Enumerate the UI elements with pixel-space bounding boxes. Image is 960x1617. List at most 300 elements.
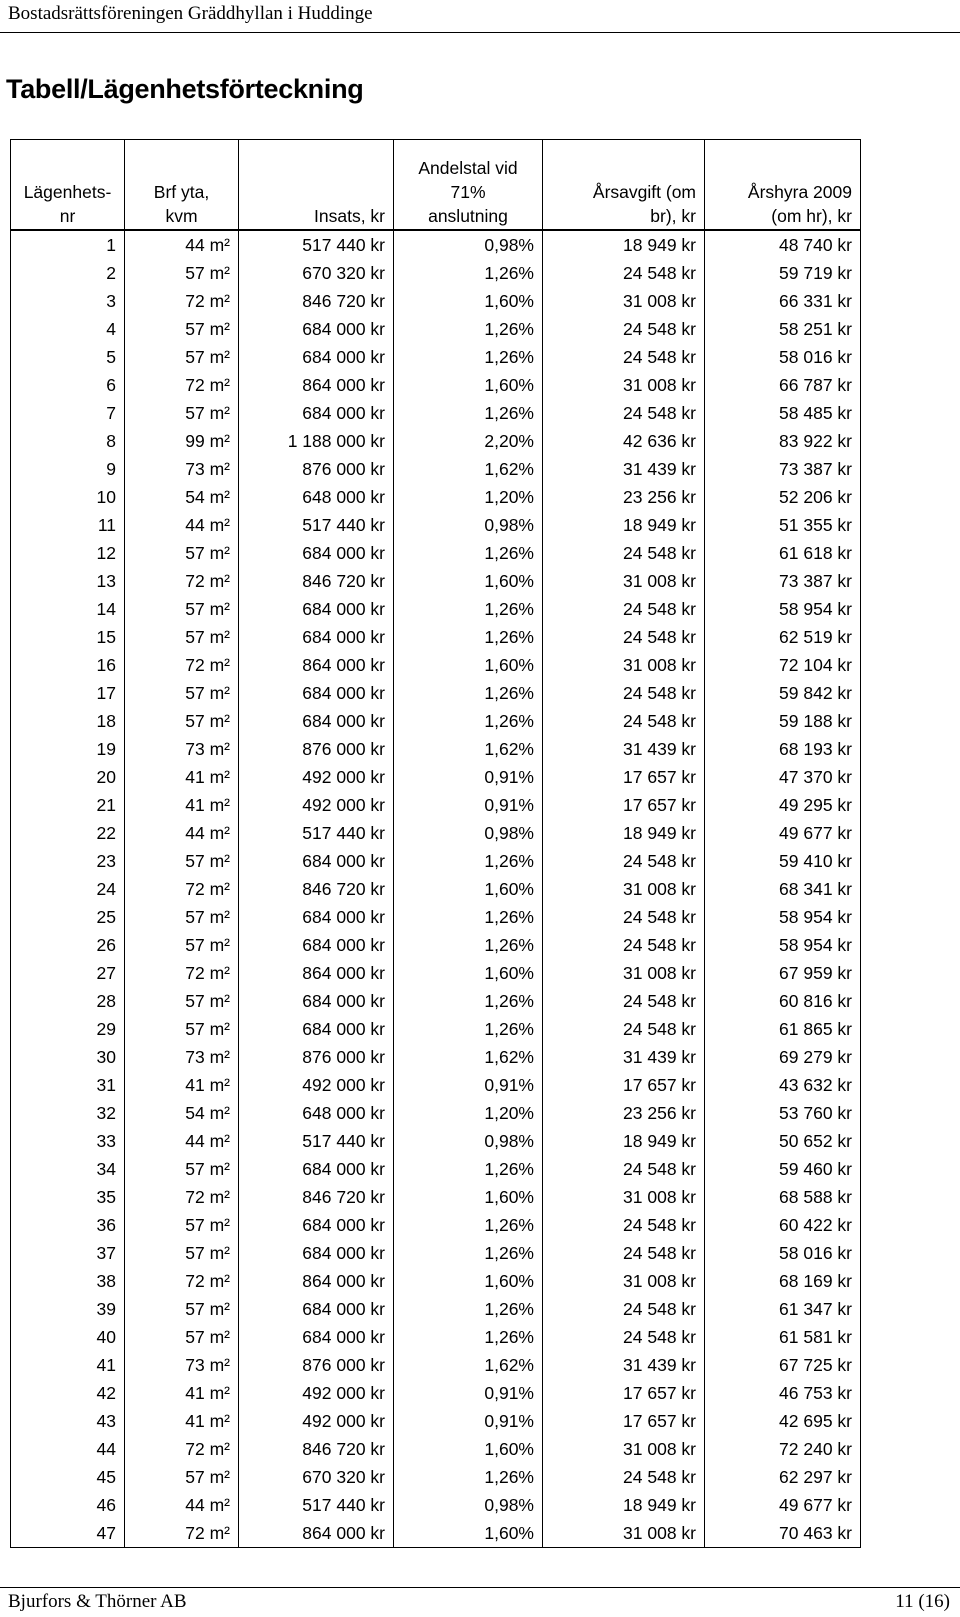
cell-annual-fee: 31 008 kr	[543, 1183, 705, 1211]
cell-apartment-nr: 42	[11, 1379, 125, 1407]
cell-annual-fee: 31 008 kr	[543, 371, 705, 399]
cell-annual-fee: 23 256 kr	[543, 1099, 705, 1127]
table-row	[11, 343, 861, 371]
cell-apartment-nr: 37	[11, 1239, 125, 1267]
cell-apartment-nr: 23	[11, 847, 125, 875]
cell-area: 57 m²	[125, 987, 239, 1015]
cell-annual-fee: 23 256 kr	[543, 483, 705, 511]
cell-share: 0,98%	[394, 511, 543, 539]
cell-deposit: 684 000 kr	[239, 343, 394, 371]
cell-area: 44 m²	[125, 1127, 239, 1155]
table-row	[11, 1127, 861, 1155]
cell-annual-fee: 24 548 kr	[543, 1323, 705, 1351]
cell-area: 72 m²	[125, 1435, 239, 1463]
cell-apartment-nr: 39	[11, 1295, 125, 1323]
cell-apartment-nr: 12	[11, 539, 125, 567]
cell-area: 57 m²	[125, 595, 239, 623]
table-row	[11, 763, 861, 791]
cell-area: 41 m²	[125, 1379, 239, 1407]
table-row	[11, 539, 861, 567]
cell-share: 1,20%	[394, 483, 543, 511]
cell-annual-rent: 72 104 kr	[705, 651, 861, 679]
cell-share: 1,26%	[394, 1295, 543, 1323]
cell-apartment-nr: 3	[11, 287, 125, 315]
cell-area: 44 m²	[125, 819, 239, 847]
cell-share: 0,98%	[394, 1491, 543, 1519]
cell-apartment-nr: 13	[11, 567, 125, 595]
cell-annual-fee: 17 657 kr	[543, 763, 705, 791]
cell-apartment-nr: 6	[11, 371, 125, 399]
cell-deposit: 670 320 kr	[239, 259, 394, 287]
cell-deposit: 684 000 kr	[239, 595, 394, 623]
cell-annual-rent: 69 279 kr	[705, 1043, 861, 1071]
cell-area: 73 m²	[125, 455, 239, 483]
cell-annual-fee: 24 548 kr	[543, 707, 705, 735]
cell-area: 72 m²	[125, 959, 239, 987]
cell-annual-rent: 67 725 kr	[705, 1351, 861, 1379]
cell-area: 54 m²	[125, 483, 239, 511]
cell-share: 0,91%	[394, 1071, 543, 1099]
cell-deposit: 684 000 kr	[239, 539, 394, 567]
cell-share: 0,91%	[394, 1379, 543, 1407]
cell-annual-rent: 53 760 kr	[705, 1099, 861, 1127]
cell-deposit: 684 000 kr	[239, 399, 394, 427]
col-header-share: Andelstal vid 71% anslutning	[394, 140, 543, 231]
cell-annual-rent: 58 485 kr	[705, 399, 861, 427]
table-row	[11, 1463, 861, 1491]
cell-annual-rent: 66 331 kr	[705, 287, 861, 315]
cell-annual-rent: 49 677 kr	[705, 1491, 861, 1519]
cell-annual-fee: 31 439 kr	[543, 1043, 705, 1071]
cell-apartment-nr: 17	[11, 679, 125, 707]
cell-deposit: 846 720 kr	[239, 1435, 394, 1463]
cell-deposit: 684 000 kr	[239, 1295, 394, 1323]
cell-annual-fee: 31 008 kr	[543, 1519, 705, 1548]
cell-annual-fee: 31 008 kr	[543, 1435, 705, 1463]
cell-share: 0,91%	[394, 1407, 543, 1435]
cell-deposit: 517 440 kr	[239, 1127, 394, 1155]
cell-deposit: 517 440 kr	[239, 1491, 394, 1519]
cell-deposit: 684 000 kr	[239, 623, 394, 651]
cell-area: 57 m²	[125, 1323, 239, 1351]
cell-area: 72 m²	[125, 1183, 239, 1211]
cell-apartment-nr: 38	[11, 1267, 125, 1295]
cell-annual-fee: 24 548 kr	[543, 315, 705, 343]
cell-annual-fee: 24 548 kr	[543, 903, 705, 931]
cell-deposit: 492 000 kr	[239, 1379, 394, 1407]
cell-annual-fee: 42 636 kr	[543, 427, 705, 455]
cell-deposit: 684 000 kr	[239, 1323, 394, 1351]
table-row	[11, 1435, 861, 1463]
table-row	[11, 959, 861, 987]
cell-apartment-nr: 14	[11, 595, 125, 623]
table-row	[11, 987, 861, 1015]
cell-deposit: 846 720 kr	[239, 287, 394, 315]
cell-apartment-nr: 18	[11, 707, 125, 735]
cell-area: 54 m²	[125, 1099, 239, 1127]
cell-annual-fee: 31 008 kr	[543, 567, 705, 595]
cell-annual-rent: 73 387 kr	[705, 455, 861, 483]
cell-annual-rent: 52 206 kr	[705, 483, 861, 511]
cell-share: 1,20%	[394, 1099, 543, 1127]
cell-area: 73 m²	[125, 1351, 239, 1379]
table-row	[11, 1519, 861, 1548]
cell-apartment-nr: 29	[11, 1015, 125, 1043]
cell-share: 1,26%	[394, 1211, 543, 1239]
table-row	[11, 1239, 861, 1267]
cell-share: 1,26%	[394, 595, 543, 623]
cell-annual-rent: 59 188 kr	[705, 707, 861, 735]
cell-apartment-nr: 21	[11, 791, 125, 819]
table-row	[11, 483, 861, 511]
cell-annual-fee: 18 949 kr	[543, 819, 705, 847]
cell-area: 41 m²	[125, 1071, 239, 1099]
page-title: Tabell/Lägenhetsförteckning	[6, 74, 364, 104]
cell-annual-rent: 48 740 kr	[705, 230, 861, 259]
cell-annual-fee: 24 548 kr	[543, 1239, 705, 1267]
cell-share: 2,20%	[394, 427, 543, 455]
cell-annual-fee: 18 949 kr	[543, 1127, 705, 1155]
cell-share: 0,91%	[394, 763, 543, 791]
table-row	[11, 315, 861, 343]
footer-divider	[0, 1587, 960, 1588]
cell-area: 44 m²	[125, 230, 239, 259]
cell-annual-rent: 47 370 kr	[705, 763, 861, 791]
cell-deposit: 846 720 kr	[239, 1183, 394, 1211]
cell-annual-rent: 68 588 kr	[705, 1183, 861, 1211]
cell-share: 1,26%	[394, 1323, 543, 1351]
table-row	[11, 875, 861, 903]
cell-annual-fee: 24 548 kr	[543, 1463, 705, 1491]
table-row	[11, 1099, 861, 1127]
page-number: 11 (16)	[895, 1591, 950, 1612]
cell-apartment-nr: 19	[11, 735, 125, 763]
cell-annual-rent: 61 618 kr	[705, 539, 861, 567]
cell-apartment-nr: 7	[11, 399, 125, 427]
cell-annual-rent: 59 842 kr	[705, 679, 861, 707]
cell-apartment-nr: 16	[11, 651, 125, 679]
cell-area: 57 m²	[125, 623, 239, 651]
cell-share: 1,26%	[394, 679, 543, 707]
document-header: Bostadsrättsföreningen Gräddhyllan i Huddinge	[8, 3, 373, 24]
table-row	[11, 623, 861, 651]
cell-annual-fee: 24 548 kr	[543, 259, 705, 287]
table-row	[11, 259, 861, 287]
cell-annual-fee: 24 548 kr	[543, 1295, 705, 1323]
col-header-annual-rent: Årshyra 2009 (om hr), kr	[705, 140, 861, 231]
cell-deposit: 1 188 000 kr	[239, 427, 394, 455]
cell-deposit: 876 000 kr	[239, 455, 394, 483]
cell-share: 1,60%	[394, 651, 543, 679]
cell-deposit: 684 000 kr	[239, 707, 394, 735]
cell-annual-rent: 58 251 kr	[705, 315, 861, 343]
cell-deposit: 864 000 kr	[239, 651, 394, 679]
cell-deposit: 876 000 kr	[239, 735, 394, 763]
table-row	[11, 679, 861, 707]
cell-area: 72 m²	[125, 567, 239, 595]
cell-share: 1,26%	[394, 931, 543, 959]
cell-annual-fee: 18 949 kr	[543, 230, 705, 259]
footer-company: Bjurfors & Thörner AB	[8, 1591, 187, 1612]
cell-annual-fee: 17 657 kr	[543, 791, 705, 819]
table-row	[11, 791, 861, 819]
cell-deposit: 492 000 kr	[239, 1071, 394, 1099]
cell-area: 57 m²	[125, 343, 239, 371]
cell-annual-fee: 31 008 kr	[543, 1267, 705, 1295]
cell-area: 72 m²	[125, 651, 239, 679]
table-row	[11, 371, 861, 399]
cell-share: 1,60%	[394, 1267, 543, 1295]
cell-share: 1,62%	[394, 1043, 543, 1071]
cell-deposit: 492 000 kr	[239, 1407, 394, 1435]
cell-deposit: 846 720 kr	[239, 875, 394, 903]
cell-annual-fee: 17 657 kr	[543, 1071, 705, 1099]
cell-deposit: 876 000 kr	[239, 1351, 394, 1379]
cell-annual-rent: 61 865 kr	[705, 1015, 861, 1043]
cell-annual-fee: 24 548 kr	[543, 1015, 705, 1043]
cell-area: 41 m²	[125, 763, 239, 791]
cell-share: 0,98%	[394, 1127, 543, 1155]
cell-apartment-nr: 1	[11, 230, 125, 259]
cell-annual-rent: 50 652 kr	[705, 1127, 861, 1155]
cell-annual-rent: 72 240 kr	[705, 1435, 861, 1463]
cell-area: 57 m²	[125, 903, 239, 931]
cell-apartment-nr: 36	[11, 1211, 125, 1239]
cell-annual-rent: 62 297 kr	[705, 1463, 861, 1491]
table-row	[11, 1295, 861, 1323]
cell-annual-rent: 60 422 kr	[705, 1211, 861, 1239]
cell-share: 1,60%	[394, 287, 543, 315]
cell-apartment-nr: 24	[11, 875, 125, 903]
cell-share: 1,62%	[394, 455, 543, 483]
cell-annual-fee: 31 439 kr	[543, 1351, 705, 1379]
cell-annual-rent: 61 347 kr	[705, 1295, 861, 1323]
cell-deposit: 684 000 kr	[239, 987, 394, 1015]
cell-annual-fee: 17 657 kr	[543, 1407, 705, 1435]
cell-deposit: 684 000 kr	[239, 847, 394, 875]
cell-area: 72 m²	[125, 371, 239, 399]
cell-annual-fee: 24 548 kr	[543, 1211, 705, 1239]
cell-share: 1,60%	[394, 1519, 543, 1548]
table-row	[11, 1015, 861, 1043]
cell-area: 73 m²	[125, 735, 239, 763]
table-row	[11, 287, 861, 315]
table-row	[11, 707, 861, 735]
cell-annual-rent: 49 295 kr	[705, 791, 861, 819]
cell-annual-rent: 58 954 kr	[705, 931, 861, 959]
cell-share: 1,26%	[394, 539, 543, 567]
cell-annual-fee: 31 439 kr	[543, 455, 705, 483]
cell-area: 41 m²	[125, 1407, 239, 1435]
cell-apartment-nr: 2	[11, 259, 125, 287]
table-row	[11, 595, 861, 623]
cell-area: 57 m²	[125, 707, 239, 735]
cell-share: 1,26%	[394, 1463, 543, 1491]
cell-annual-fee: 17 657 kr	[543, 1379, 705, 1407]
table-row	[11, 511, 861, 539]
cell-annual-rent: 58 016 kr	[705, 343, 861, 371]
cell-apartment-nr: 5	[11, 343, 125, 371]
cell-apartment-nr: 30	[11, 1043, 125, 1071]
cell-annual-fee: 24 548 kr	[543, 539, 705, 567]
cell-share: 1,26%	[394, 343, 543, 371]
cell-share: 0,98%	[394, 819, 543, 847]
cell-apartment-nr: 8	[11, 427, 125, 455]
cell-deposit: 670 320 kr	[239, 1463, 394, 1491]
cell-area: 72 m²	[125, 1519, 239, 1548]
table-row	[11, 567, 861, 595]
cell-deposit: 864 000 kr	[239, 371, 394, 399]
cell-area: 57 m²	[125, 315, 239, 343]
table-row	[11, 1267, 861, 1295]
cell-annual-rent: 70 463 kr	[705, 1519, 861, 1548]
cell-annual-fee: 24 548 kr	[543, 595, 705, 623]
cell-deposit: 684 000 kr	[239, 1155, 394, 1183]
cell-share: 1,26%	[394, 315, 543, 343]
cell-annual-rent: 59 460 kr	[705, 1155, 861, 1183]
cell-deposit: 684 000 kr	[239, 1015, 394, 1043]
cell-deposit: 492 000 kr	[239, 763, 394, 791]
cell-share: 1,60%	[394, 875, 543, 903]
cell-annual-fee: 31 008 kr	[543, 959, 705, 987]
cell-area: 57 m²	[125, 539, 239, 567]
cell-annual-rent: 59 410 kr	[705, 847, 861, 875]
cell-annual-rent: 68 169 kr	[705, 1267, 861, 1295]
cell-area: 57 m²	[125, 847, 239, 875]
table-row	[11, 1407, 861, 1435]
cell-annual-fee: 31 008 kr	[543, 287, 705, 315]
cell-apartment-nr: 20	[11, 763, 125, 791]
cell-annual-rent: 67 959 kr	[705, 959, 861, 987]
cell-apartment-nr: 40	[11, 1323, 125, 1351]
cell-apartment-nr: 9	[11, 455, 125, 483]
cell-area: 41 m²	[125, 791, 239, 819]
cell-area: 57 m²	[125, 399, 239, 427]
cell-annual-fee: 24 548 kr	[543, 399, 705, 427]
cell-annual-rent: 59 719 kr	[705, 259, 861, 287]
cell-deposit: 864 000 kr	[239, 1267, 394, 1295]
table-row	[11, 903, 861, 931]
cell-apartment-nr: 41	[11, 1351, 125, 1379]
table-row	[11, 1351, 861, 1379]
cell-annual-rent: 62 519 kr	[705, 623, 861, 651]
cell-apartment-nr: 25	[11, 903, 125, 931]
cell-annual-rent: 58 954 kr	[705, 903, 861, 931]
cell-annual-fee: 18 949 kr	[543, 511, 705, 539]
cell-share: 1,26%	[394, 1239, 543, 1267]
cell-annual-fee: 24 548 kr	[543, 1155, 705, 1183]
cell-area: 99 m²	[125, 427, 239, 455]
cell-annual-rent: 58 016 kr	[705, 1239, 861, 1267]
table-row	[11, 735, 861, 763]
cell-annual-fee: 24 548 kr	[543, 623, 705, 651]
cell-annual-fee: 24 548 kr	[543, 679, 705, 707]
cell-annual-rent: 83 922 kr	[705, 427, 861, 455]
cell-annual-fee: 24 548 kr	[543, 987, 705, 1015]
cell-apartment-nr: 43	[11, 1407, 125, 1435]
cell-share: 1,26%	[394, 259, 543, 287]
cell-deposit: 517 440 kr	[239, 230, 394, 259]
cell-annual-fee: 31 439 kr	[543, 735, 705, 763]
cell-area: 57 m²	[125, 1155, 239, 1183]
table-row	[11, 651, 861, 679]
cell-area: 57 m²	[125, 1015, 239, 1043]
cell-annual-fee: 31 008 kr	[543, 651, 705, 679]
cell-share: 1,26%	[394, 399, 543, 427]
table-row	[11, 230, 861, 259]
cell-area: 72 m²	[125, 875, 239, 903]
table-row	[11, 1491, 861, 1519]
cell-apartment-nr: 22	[11, 819, 125, 847]
cell-annual-rent: 73 387 kr	[705, 567, 861, 595]
table-row	[11, 847, 861, 875]
cell-share: 1,60%	[394, 1435, 543, 1463]
cell-deposit: 846 720 kr	[239, 567, 394, 595]
cell-deposit: 492 000 kr	[239, 791, 394, 819]
table-row	[11, 1043, 861, 1071]
cell-share: 1,26%	[394, 1015, 543, 1043]
cell-deposit: 684 000 kr	[239, 679, 394, 707]
table-row	[11, 1379, 861, 1407]
cell-share: 0,98%	[394, 230, 543, 259]
cell-area: 57 m²	[125, 1295, 239, 1323]
cell-apartment-nr: 27	[11, 959, 125, 987]
cell-area: 57 m²	[125, 931, 239, 959]
cell-share: 1,62%	[394, 1351, 543, 1379]
cell-area: 57 m²	[125, 1239, 239, 1267]
table-row	[11, 1071, 861, 1099]
cell-apartment-nr: 32	[11, 1099, 125, 1127]
cell-share: 0,91%	[394, 791, 543, 819]
cell-annual-rent: 60 816 kr	[705, 987, 861, 1015]
cell-deposit: 876 000 kr	[239, 1043, 394, 1071]
cell-share: 1,26%	[394, 987, 543, 1015]
cell-share: 1,60%	[394, 959, 543, 987]
col-header-deposit: Insats, kr	[239, 140, 394, 231]
cell-apartment-nr: 46	[11, 1491, 125, 1519]
cell-share: 1,60%	[394, 1183, 543, 1211]
cell-deposit: 684 000 kr	[239, 931, 394, 959]
table-row	[11, 1183, 861, 1211]
cell-annual-fee: 24 548 kr	[543, 343, 705, 371]
cell-deposit: 684 000 kr	[239, 315, 394, 343]
cell-area: 44 m²	[125, 511, 239, 539]
cell-area: 57 m²	[125, 1463, 239, 1491]
cell-deposit: 517 440 kr	[239, 819, 394, 847]
cell-annual-fee: 24 548 kr	[543, 931, 705, 959]
cell-annual-rent: 68 193 kr	[705, 735, 861, 763]
cell-apartment-nr: 15	[11, 623, 125, 651]
col-header-area: Brf yta, kvm	[125, 140, 239, 231]
cell-area: 73 m²	[125, 1043, 239, 1071]
cell-share: 1,26%	[394, 1155, 543, 1183]
cell-deposit: 684 000 kr	[239, 1211, 394, 1239]
cell-apartment-nr: 28	[11, 987, 125, 1015]
cell-area: 44 m²	[125, 1491, 239, 1519]
cell-deposit: 648 000 kr	[239, 1099, 394, 1127]
cell-annual-rent: 61 581 kr	[705, 1323, 861, 1351]
cell-share: 1,26%	[394, 847, 543, 875]
header-divider	[0, 32, 960, 33]
cell-annual-rent: 46 753 kr	[705, 1379, 861, 1407]
cell-annual-fee: 18 949 kr	[543, 1491, 705, 1519]
cell-deposit: 684 000 kr	[239, 1239, 394, 1267]
cell-annual-rent: 58 954 kr	[705, 595, 861, 623]
apartment-table	[10, 139, 861, 1548]
cell-apartment-nr: 31	[11, 1071, 125, 1099]
cell-share: 1,26%	[394, 623, 543, 651]
table-row	[11, 427, 861, 455]
